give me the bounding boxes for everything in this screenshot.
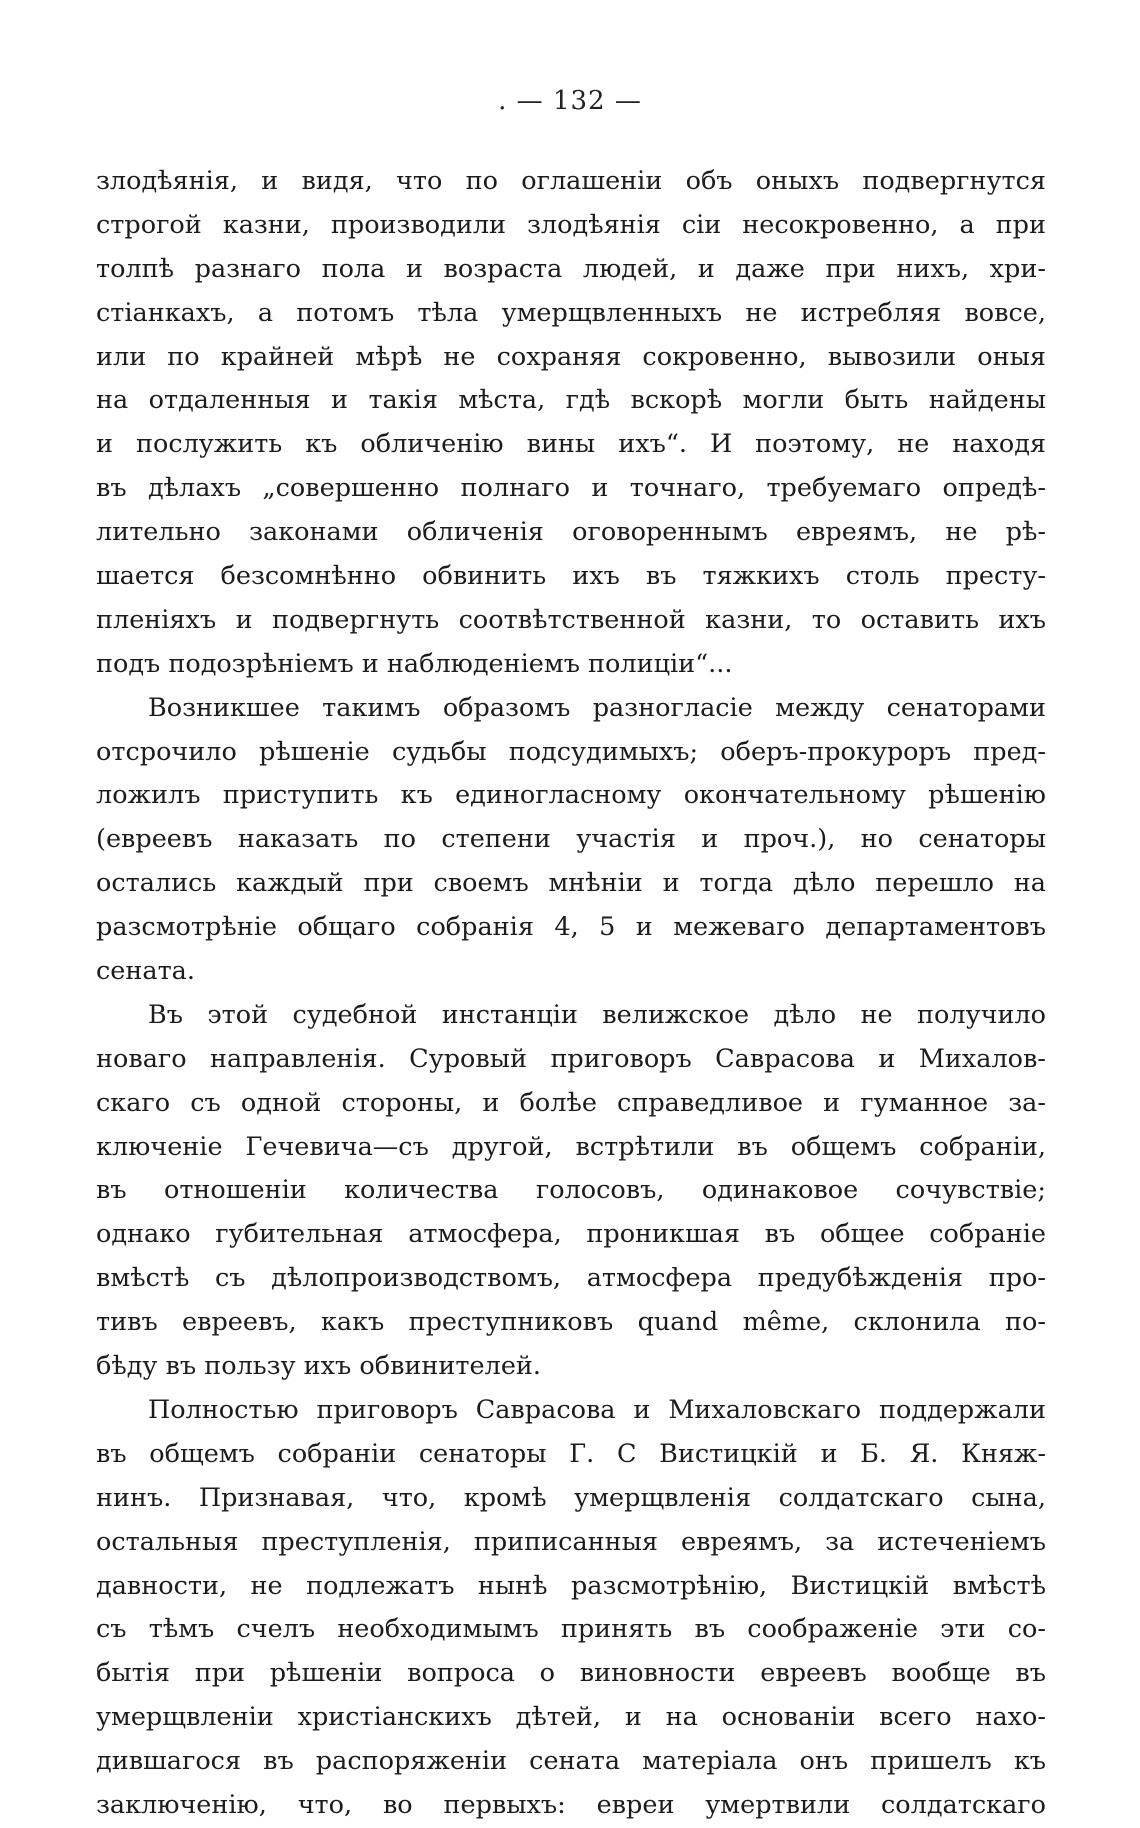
text-line: (евреевъ наказать по степени участія и проч.), но сенаторы	[96, 824, 1046, 855]
text-line: сената.	[96, 956, 195, 987]
text-line: и послужить къ обличенію вины ихъ“. И поэтому, не находя	[96, 429, 1046, 460]
text-line: шается безсомнѣнно обвинить ихъ въ тяжкихъ столь престу-	[96, 561, 1046, 592]
page-number: . — 132 —	[498, 86, 642, 116]
text-line: лительно законами обличенія оговореннымъ евреямъ, не рѣ-	[96, 517, 1046, 548]
text-line: давности, не подлежатъ нынѣ разсмотрѣнію, Вистицкій вмѣстѣ	[96, 1570, 1046, 1601]
text-line: Возникшее такимъ образомъ разногласіе между сенаторами	[148, 692, 1046, 723]
body-text	[96, 160, 1046, 1828]
text-line: ключеніе Гечевича—съ другой, встрѣтили въ общемъ собраніи,	[96, 1131, 1046, 1162]
text-line: подъ подозрѣніемъ и наблюденіемъ полиціи“...	[96, 648, 733, 679]
text-line: нинъ. Признавая, что, кромѣ умерщвленія солдатскаго сына,	[96, 1482, 1046, 1513]
text-line: остались каждый при своемъ мнѣніи и тогда дѣло перешло на	[96, 868, 1046, 899]
text-line: Въ этой судебной инстанціи велижское дѣло не получило	[148, 999, 1046, 1030]
text-line: дившагося въ распоряженіи сената матеріала онъ пришелъ къ	[96, 1746, 1046, 1777]
text-line: или по крайней мѣрѣ не сохраняя сокровенно, вывозили оныя	[96, 341, 1046, 372]
text-line: въ дѣлахъ „совершенно полнаго и точнаго, требуемаго опредѣ-	[96, 473, 1046, 504]
text-line: заключенію, что, во первыхъ: евреи умертвили солдатскаго	[96, 1789, 1046, 1820]
text-line: однако губительная атмосфера, проникшая въ общее собраніе	[96, 1219, 1046, 1250]
text-line: отсрочило рѣшеніе судьбы подсудимыхъ; оберъ-прокуроръ пред-	[96, 736, 1046, 767]
text-line: злодѣянія, и видя, что по оглашеніи объ оныхъ подвергнутся	[96, 166, 1046, 196]
text-line: скаго съ одной стороны, и болѣе справедливое и гуманное за-	[96, 1087, 1046, 1118]
text-line: стіанкахъ, а потомъ тѣла умерщвленныхъ не истребляя вовсе,	[96, 297, 1046, 328]
text-line: Полностью приговоръ Саврасова и Михаловскаго поддержали	[148, 1394, 1046, 1425]
text-line: въ отношеніи количества голосовъ, одинаковое сочувствіе;	[96, 1175, 1046, 1206]
text-line: бѣду въ пользу ихъ обвинителей.	[96, 1351, 542, 1382]
text-line: на отдаленныя и такія мѣста, гдѣ вскорѣ могли быть найдены	[96, 385, 1046, 416]
text-line: тивъ евреевъ, какъ преступниковъ quand même, склонила по-	[96, 1307, 1046, 1338]
text-line: новаго направленія. Суровый приговоръ Саврасова и Михалов-	[96, 1043, 1046, 1074]
text-line: съ тѣмъ счелъ необходимымъ принять въ соображеніе эти со-	[96, 1614, 1046, 1645]
text-line: умерщвленіи христіанскихъ дѣтей, и на основаніи всего нахо-	[96, 1702, 1046, 1733]
text-line: разсмотрѣніе общаго собранія 4, 5 и межеваго департаментовъ	[96, 912, 1046, 943]
text-line: бытія при рѣшеніи вопроса о виновности евреевъ вообще въ	[96, 1658, 1046, 1689]
text-line: пленіяхъ и подвергнуть соотвѣтственной казни, то оставить ихъ	[96, 604, 1046, 635]
text-line: толпѣ разнаго пола и возраста людей, и даже при нихъ, хри-	[96, 253, 1046, 284]
text-line: ложилъ приступить къ единогласному окончательному рѣшенію	[96, 780, 1046, 811]
text-line: въ общемъ собраніи сенаторы Г. С Вистицкій и Б. Я. Княж-	[96, 1438, 1046, 1469]
text-line: вмѣстѣ съ дѣлопроизводствомъ, атмосфера предубѣжденія про-	[96, 1263, 1046, 1294]
text-line: остальныя преступленія, приписанныя евреямъ, за истеченіемъ	[96, 1526, 1046, 1557]
text-line: строгой казни, производили злодѣянія сіи несокровенно, а при	[96, 209, 1046, 240]
